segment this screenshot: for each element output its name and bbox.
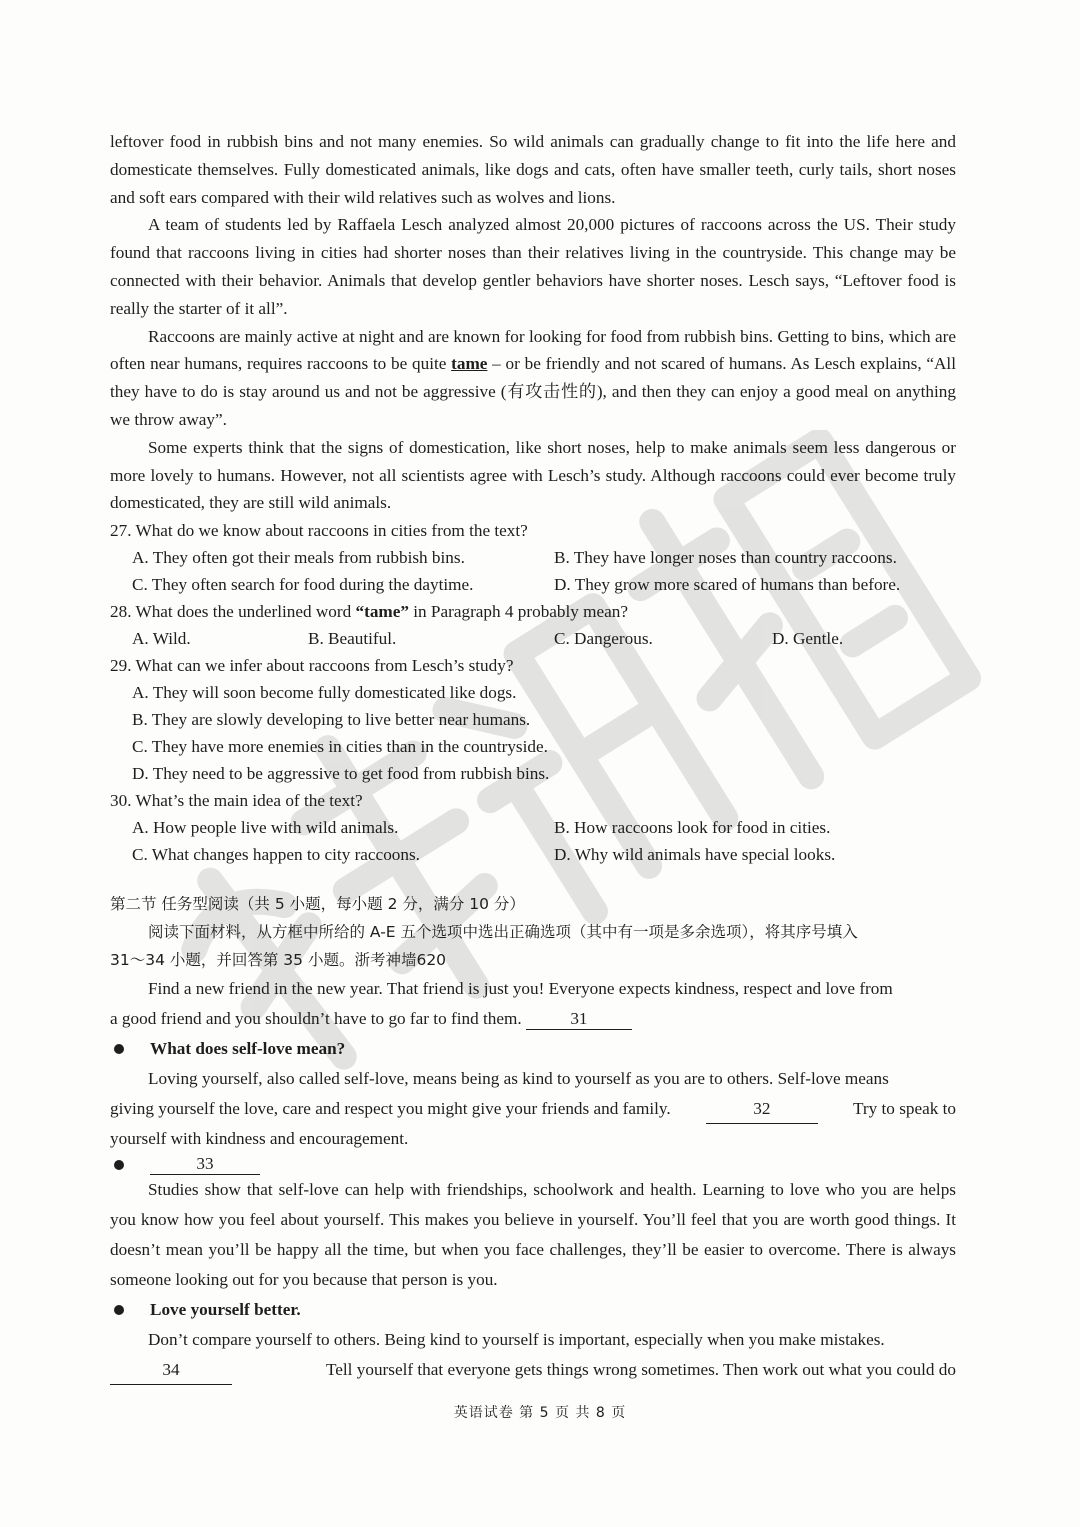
heading-blank-33 (110, 1154, 956, 1175)
heading-self-love-meaning (110, 1034, 956, 1064)
self-love-line-1: Loving yourself, also called self-love, means being as kind to yourself as you are to others. Self-love means (148, 1069, 889, 1089)
q28-option-b: B. Beautiful. (308, 629, 397, 649)
love-better-line-2-text: Tell yourself that everyone gets things wrong sometimes. Then work out what you could do (325, 1360, 956, 1380)
q29-option-c: C. They have more enemies in cities than in the countryside. (132, 737, 548, 757)
blank-32: 32 (706, 1099, 818, 1124)
underlined-word-tame: tame (451, 354, 488, 374)
task-intro-line-2-text: a good friend and you shouldn’t have to go far to find them. (110, 1009, 522, 1029)
q29-option-b: B. They are slowly developing to live better near humans. (132, 710, 531, 730)
task-intro-line-2 (110, 1004, 956, 1034)
page-footer: 英语试卷 第 5 页 共 8 页 (453, 1405, 627, 1421)
question-27-options-row-2 (110, 571, 956, 598)
bullet-icon (114, 1305, 124, 1315)
exam-content (110, 128, 956, 1385)
passage-paragraph-3-text-b: – or be friendly and not scared of humans. As Lesch explains, “All they have to do is stay around us and not be aggressive (有攻击性的), and then they can enjoy a good meal on anything we throw away”. (110, 354, 956, 429)
question-30-stem: 30. What’s the main idea of the text? (110, 791, 363, 811)
section-2-instructions-line-2: 31～34 小题，并回答第 35 小题。浙考神墙620 (110, 951, 447, 970)
section-2-instructions-line-1: 阅读下面材料，从方框中所给的 A-E 五个选项中选出正确选项（其中有一项是多余选项），将其序号填入 (148, 923, 858, 942)
q28-option-a: A. Wild. (132, 629, 191, 649)
question-29-stem: 29. What can we infer about raccoons from Lesch’s study? (110, 656, 514, 676)
passage-paragraph-3 (110, 323, 956, 434)
love-better-line-2 (110, 1355, 956, 1385)
q28-option-d: D. Gentle. (772, 629, 844, 649)
q27-option-a: A. They often got their meals from rubbish bins. (132, 548, 465, 568)
q28-stem-a: 28. What does the underlined word (110, 602, 356, 622)
q27-option-b: B. They have longer noses than country raccoons. (554, 548, 897, 568)
q28-stem-word: “tame” (355, 602, 409, 622)
bullet-icon (114, 1160, 124, 1170)
blank-33: 33 (150, 1154, 260, 1175)
self-love-line-2-text-a: giving yourself the love, care and respect you might give your friends and family. (110, 1099, 671, 1119)
self-love-line-3: yourself with kindness and encouragement. (110, 1129, 409, 1149)
passage-paragraph-3-text-a: Raccoons are mainly active at night and are known for looking for food from rubbish bins. Getting to bins, which are often near humans, requires raccoons to be quite (110, 326, 956, 374)
question-28-stem (110, 598, 956, 625)
blank-34: 34 (110, 1360, 232, 1385)
love-better-line-1: Don’t compare yourself to others. Being kind to yourself is important, especially when you make mistakes. (148, 1330, 885, 1350)
passage-paragraph-2: A team of students led by Raffaela Lesch analyzed almost 20,000 pictures of raccoons across the US. Their study found that raccoons living in cities had shorter noses than their relatives living in the countryside. This change may be connected with their behavior. Animals that develop gentler behaviors have shorter noses. Lesch says, “Leftover food is really the starter of it all”. (110, 215, 956, 318)
self-love-line-2 (110, 1094, 956, 1124)
q27-option-c: C. They often search for food during the daytime. (132, 575, 474, 595)
self-love-line-2-text-b: Try to speak to (853, 1099, 956, 1119)
q30-option-d: D. Why wild animals have special looks. (554, 845, 836, 865)
question-27-stem: 27. What do we know about raccoons in cities from the text? (110, 521, 528, 541)
blank-31: 31 (526, 1009, 632, 1030)
question-28-options (110, 625, 956, 652)
passage-paragraph-4: Some experts think that the signs of domestication, like short noses, help to make animals seem less dangerous or more lovely to humans. However, not all scientists agree with Lesch’s study. Although raccoons could ever become truly domesticated, they are still wild animals. (110, 437, 956, 513)
q30-option-c: C. What changes happen to city raccoons. (132, 845, 420, 865)
self-love-benefits-paragraph: Studies show that self-love can help with friendships, schoolwork and health. Learning to love who you are helps you know how you feel about yourself. This makes you believe in yourself. You’ll feel that you are worth good things. It doesn’t mean you’ll be happy all the time, but when you face challenges, they’ll be easier to overcome. There is always someone looking out for you because that person is you. (110, 1180, 956, 1290)
q27-option-d: D. They grow more scared of humans than before. (554, 575, 901, 595)
question-27-options-row-1 (110, 544, 956, 571)
passage-paragraph-1: leftover food in rubbish bins and not many enemies. So wild animals can gradually change to fit into the life here and domesticate themselves. Fully domesticated animals, like dogs and cats, often have smaller teeth, curly tails, short noses and soft ears compared with their wild relatives such as wolves and lions. (110, 132, 956, 207)
q29-option-a: A. They will soon become fully domesticated like dogs. (132, 683, 517, 703)
task-intro-line-1: Find a new friend in the new year. That friend is just you! Everyone expects kindness, respect and love from (148, 979, 893, 999)
q30-option-a: A. How people live with wild animals. (132, 818, 399, 838)
question-30-options-row-1 (110, 814, 956, 841)
q30-option-b: B. How raccoons look for food in cities. (554, 818, 831, 838)
q28-stem-b: in Paragraph 4 probably mean? (408, 602, 629, 622)
heading-love-yourself-better (110, 1295, 956, 1325)
bullet-icon (114, 1044, 124, 1054)
section-2-heading: 第二节 任务型阅读（共 5 小题，每小题 2 分，满分 10 分） (110, 895, 525, 914)
q29-option-d: D. They need to be aggressive to get food from rubbish bins. (132, 764, 550, 784)
q28-option-c: C. Dangerous. (554, 629, 653, 649)
question-30-options-row-2 (110, 841, 956, 868)
heading-3-text: Love yourself better. (150, 1300, 301, 1320)
heading-1-text: What does self-love mean? (150, 1039, 346, 1059)
